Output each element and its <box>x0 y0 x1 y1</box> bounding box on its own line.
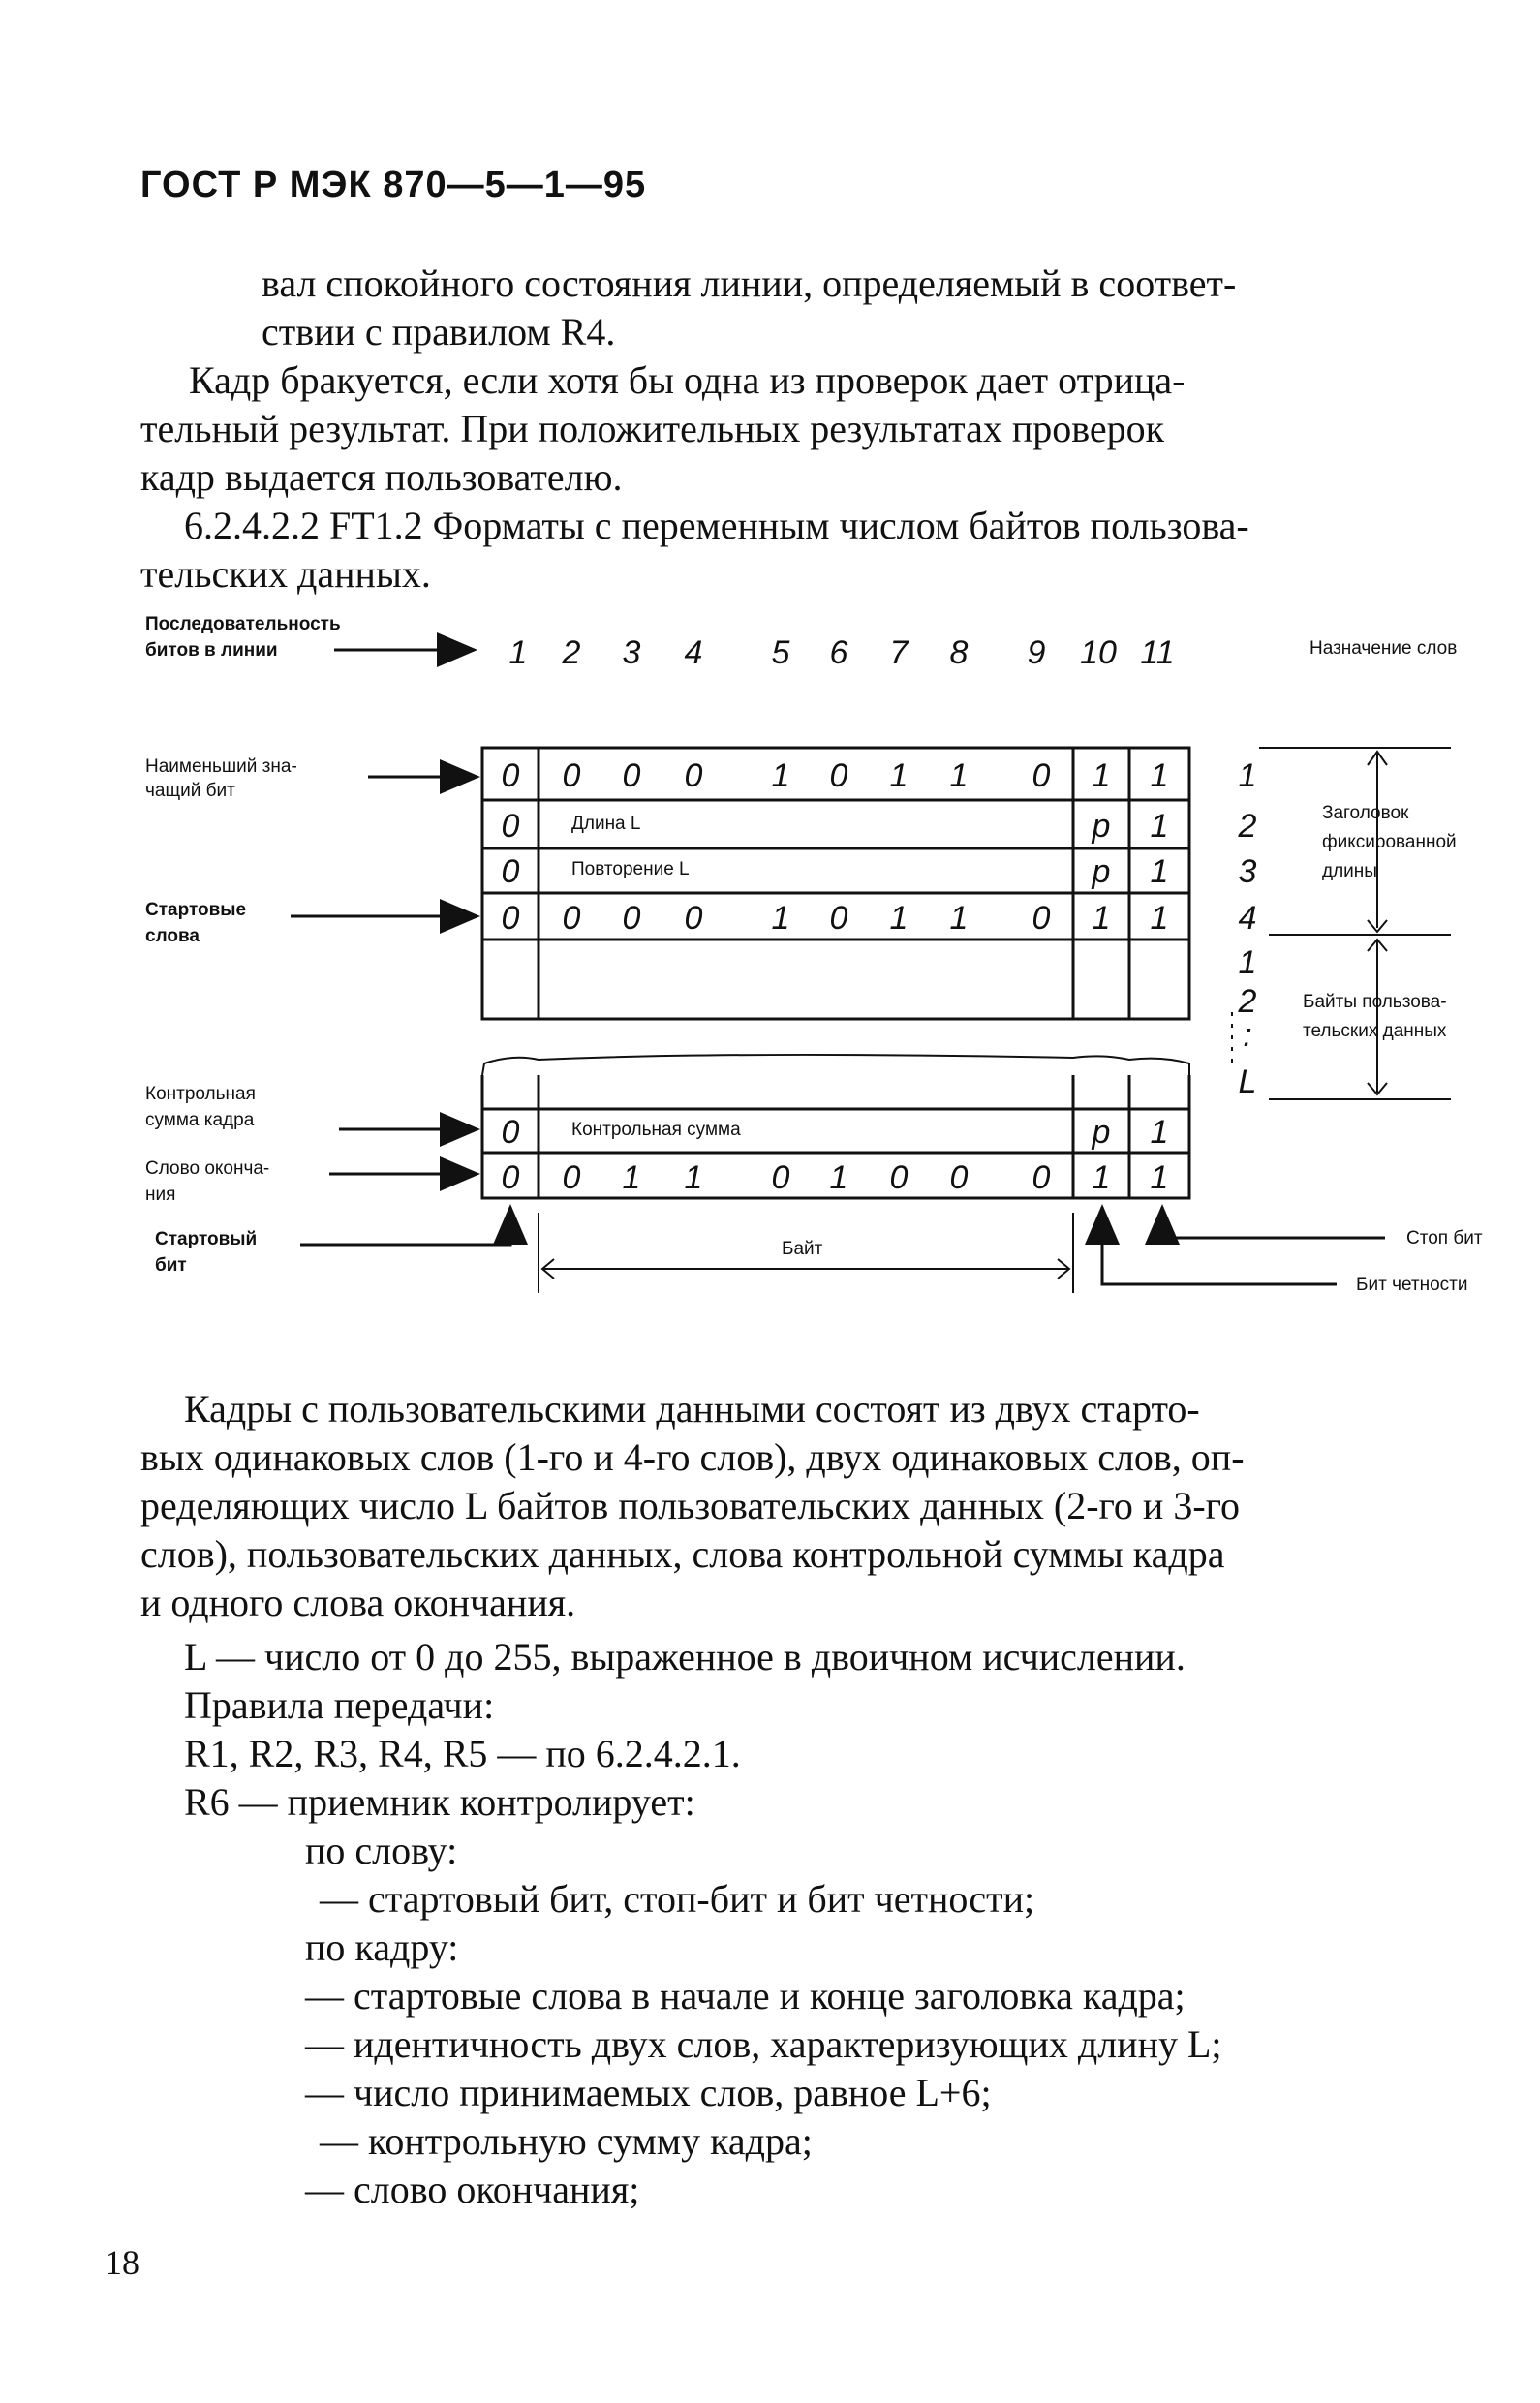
paragraph-line: тельный результат. При положительных результатах проверок <box>140 407 1165 450</box>
user-word-number: 1 <box>1238 944 1257 981</box>
start-word-4-bit: 1 <box>771 900 790 937</box>
text-line: — стартовые слова в начале и конце заголовка кадра; <box>305 1974 1186 2018</box>
text-line: по слову: <box>305 1829 458 1872</box>
text-line: Правила передачи: <box>184 1683 495 1727</box>
page-number: 18 <box>105 2243 139 2282</box>
paragraph-line: Кадр бракуется, если хотя бы одна из проверок дает отрица- <box>189 358 1186 402</box>
text-line: L — число от 0 до 255, выраженное в двоичном исчислении. <box>184 1635 1186 1679</box>
paragraph-line: 6.2.4.2.2 FT1.2 Форматы с переменным числом байтов пользова- <box>184 504 1249 547</box>
bit-position-number: 10 <box>1080 634 1117 671</box>
start-word-4-bit: 1 <box>949 900 969 937</box>
text-line: по кадру: <box>305 1925 459 1969</box>
length-repeat-word-parity-bit: p <box>1092 853 1111 890</box>
checksum-word-start-bit: 0 <box>501 1114 520 1151</box>
break-line <box>482 1055 1189 1075</box>
fixed-header-label: длины <box>1322 861 1377 881</box>
length-word-start-bit: 0 <box>501 808 520 845</box>
length-word-stop-bit: 1 <box>1150 808 1169 845</box>
start-word-1-bit: 0 <box>501 757 520 794</box>
start-word-1-bit: 1 <box>949 757 969 794</box>
checksum-word-text: Контрольная сумма <box>571 1120 741 1140</box>
paragraph-line: ствии с правилом R4. <box>262 310 616 354</box>
length-word-parity-bit: p <box>1092 808 1111 845</box>
bit-position-number: 9 <box>1027 634 1046 671</box>
bit-position-number: 4 <box>684 634 703 671</box>
user-word-number: 2 <box>1238 983 1257 1020</box>
checksum-label: сумма кадра <box>145 1110 255 1130</box>
bit-cells <box>502 757 1169 1196</box>
end-word-bit: 1 <box>622 1159 641 1196</box>
document-header: ГОСТ Р МЭК 870—5—1—95 <box>140 165 647 205</box>
checksum-word-parity-bit: p <box>1092 1114 1111 1151</box>
header-word-number: 2 <box>1238 808 1257 845</box>
text-line: R1, R2, R3, R4, R5 — по 6.2.4.2.1. <box>184 1732 741 1775</box>
bit-position-number: 7 <box>889 634 909 671</box>
end-word-bit: 1 <box>1150 1159 1169 1196</box>
end-word-bit: 1 <box>684 1159 703 1196</box>
bit-sequence-label: битов в линии <box>145 640 278 661</box>
end-word-label: ния <box>145 1185 176 1205</box>
start-word-4-bit: 0 <box>501 900 520 937</box>
user-bytes-label: Байты пользова- <box>1303 992 1447 1012</box>
start-word-1-bit: 0 <box>622 757 641 794</box>
start-bit-arrow <box>300 1207 510 1245</box>
bit-positions <box>509 634 1175 671</box>
text-line: — идентичность двух слов, характеризующих длину L; <box>305 2022 1222 2066</box>
start-word-1-bit: 1 <box>889 757 909 794</box>
lsb-label: Наименьший зна- <box>145 756 297 777</box>
paragraph-line: тельских данных. <box>140 552 431 596</box>
end-word-bit: 0 <box>501 1159 520 1196</box>
paragraph-line: вых одинаковых слов (1-го и 4-го слов), двух одинаковых слов, оп- <box>140 1435 1245 1479</box>
start-word-1-bit: 1 <box>1092 757 1111 794</box>
start-word-1-bit: 1 <box>1150 757 1169 794</box>
start-word-1-bit: 0 <box>1032 757 1051 794</box>
length-repeat-word-stop-bit: 1 <box>1150 853 1169 890</box>
stop-bit-arrow <box>1162 1207 1385 1238</box>
byte-label: Байт <box>782 1239 823 1259</box>
parity-bit-arrow <box>1102 1207 1337 1284</box>
header-word-number: 3 <box>1238 853 1257 890</box>
word-numbers <box>1238 757 1257 1100</box>
checksum-word-stop-bit: 1 <box>1150 1114 1169 1151</box>
end-word-bit: 0 <box>949 1159 969 1196</box>
end-word-bit: 0 <box>771 1159 790 1196</box>
text-line: — контрольную сумму кадра; <box>320 2119 813 2163</box>
checksum-label: Контрольная <box>145 1084 256 1104</box>
start-word-4-bit: 1 <box>1092 900 1111 937</box>
user-word-number: L <box>1238 1063 1257 1100</box>
start-word-1-bit: 0 <box>562 757 581 794</box>
bit-position-number: 2 <box>562 634 581 671</box>
start-words-label: Стартовые <box>145 900 247 920</box>
end-word-bit: 0 <box>1032 1159 1051 1196</box>
end-word-bit: 0 <box>562 1159 581 1196</box>
text-line: — число принимаемых слов, равное L+6; <box>305 2071 992 2114</box>
user-word-number: : <box>1243 1017 1252 1054</box>
paragraph-line: вал спокойного состояния линии, определяемый в соответ- <box>262 262 1237 305</box>
start-word-4-bit: 0 <box>829 900 848 937</box>
frame-format-diagram <box>0 581 1540 1317</box>
end-word-bit: 0 <box>889 1159 909 1196</box>
start-word-4-bit: 0 <box>1032 900 1051 937</box>
start-word-4-bit: 0 <box>622 900 641 937</box>
start-word-1-bit: 1 <box>771 757 790 794</box>
start-word-1-bit: 0 <box>684 757 703 794</box>
word-purpose-label: Назначение слов <box>1309 638 1458 659</box>
paragraph-line: слов), пользовательских данных, слова контрольной суммы кадра <box>140 1532 1225 1576</box>
fixed-header-label: фиксированной <box>1322 832 1457 852</box>
start-word-4-bit: 1 <box>1150 900 1169 937</box>
length-word-text: Длина L <box>571 814 641 834</box>
header-word-number: 1 <box>1238 757 1257 794</box>
stop-bit-label: Стоп бит <box>1406 1228 1483 1248</box>
bit-position-number: 11 <box>1140 634 1175 671</box>
text-line: — стартовый бит, стоп-бит и бит четности; <box>320 1877 1035 1921</box>
bit-position-number: 3 <box>622 634 641 671</box>
start-word-1-bit: 0 <box>829 757 848 794</box>
end-word-bit: 1 <box>1092 1159 1111 1196</box>
bit-position-number: 6 <box>829 634 848 671</box>
bit-position-number: 5 <box>771 634 790 671</box>
start-word-4-bit: 0 <box>562 900 581 937</box>
user-bytes-label: тельских данных <box>1303 1021 1447 1041</box>
paragraph-line: кадр выдается пользователю. <box>140 455 623 499</box>
start-bit-label: Стартовый <box>155 1229 258 1249</box>
header-word-number: 4 <box>1238 900 1257 937</box>
end-word-label: Слово оконча- <box>145 1158 270 1179</box>
length-repeat-word-text: Повторение L <box>571 859 690 879</box>
paragraph-line: Кадры с пользовательскими данными состоят из двух старто- <box>184 1387 1200 1431</box>
text-line: — слово окончания; <box>305 2168 640 2211</box>
start-word-4-bit: 1 <box>889 900 909 937</box>
text-line: R6 — приемник контролирует: <box>184 1780 695 1824</box>
bit-sequence-label: Последовательность <box>145 614 341 634</box>
length-repeat-word-start-bit: 0 <box>501 853 520 890</box>
end-word-bit: 1 <box>829 1159 848 1196</box>
fixed-header-label: Заголовок <box>1322 803 1409 823</box>
parity-bit-label: Бит четности <box>1356 1275 1468 1295</box>
bit-position-number: 1 <box>508 634 528 671</box>
paragraph-line: и одного слова окончания. <box>140 1581 576 1624</box>
start-bit-label: бит <box>155 1255 187 1276</box>
paragraph-line: ределяющих число L байтов пользовательских данных (2-го и 3-го <box>140 1484 1241 1527</box>
start-words-label: слова <box>145 926 200 946</box>
lsb-label: чащий бит <box>145 781 235 801</box>
start-word-4-bit: 0 <box>684 900 703 937</box>
bit-position-number: 8 <box>949 634 969 671</box>
